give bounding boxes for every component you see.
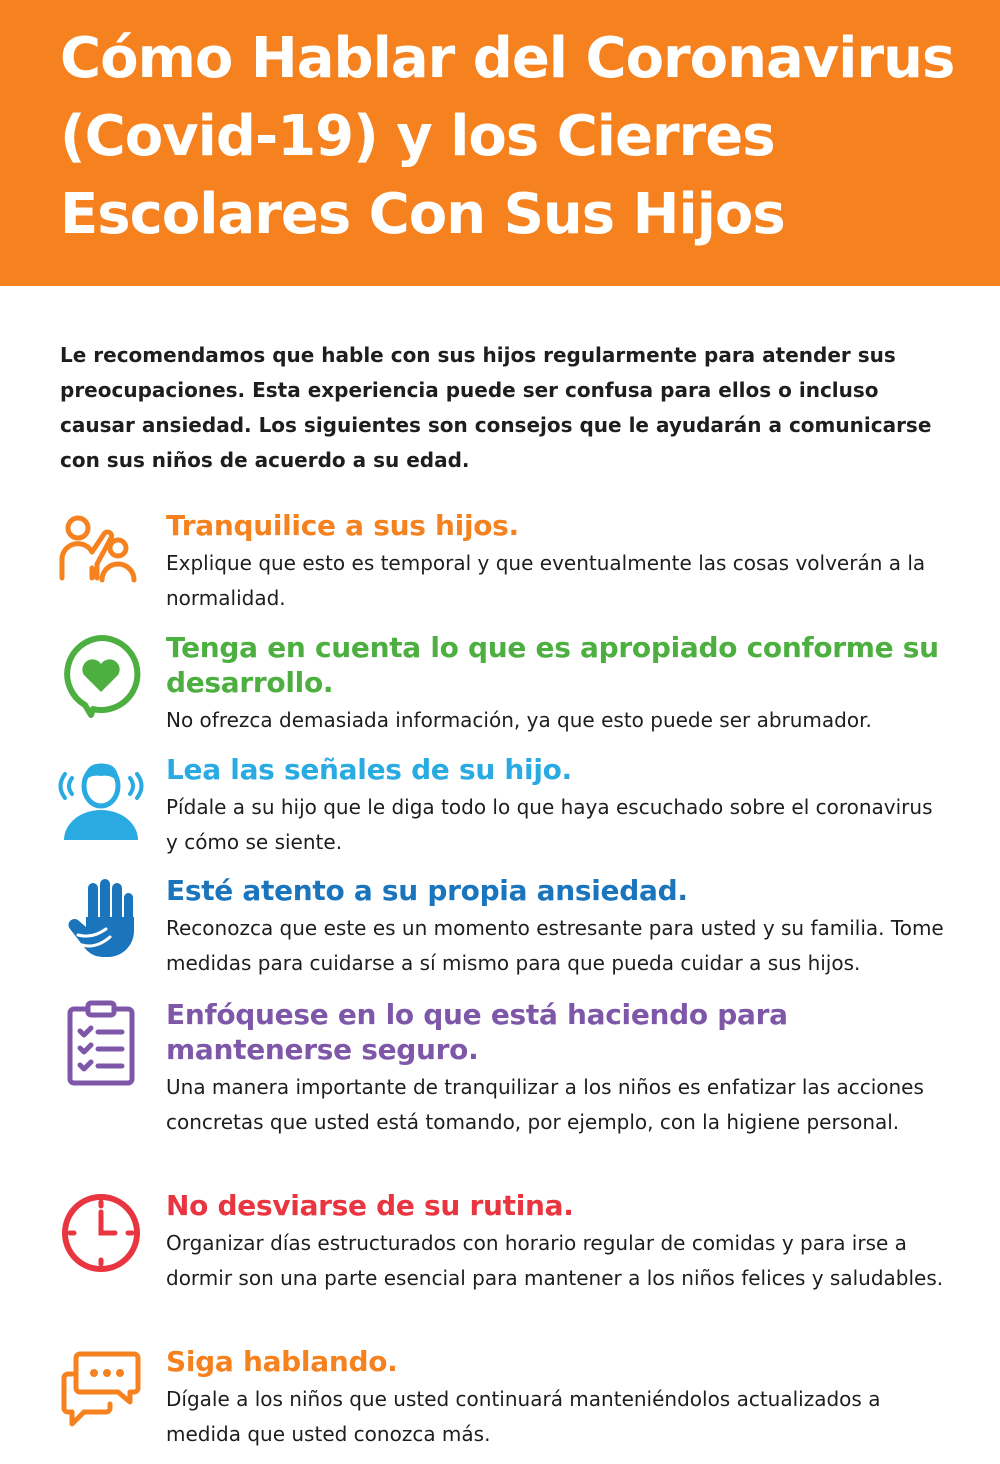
clock-icon [56,1188,146,1278]
tip-body: Pídale a su hijo que le diga todo lo que haya escuchado sobre el coronavirus y cómo se siente. [166,795,933,854]
tip-title: Enfóquese en lo que está haciendo para mantenerse seguro. [166,998,788,1066]
tip-title: Tranquilice a sus hijos. [166,509,519,542]
tip-body: No ofrezca demasiada información, ya que esto puede ser abrumador. [166,708,872,732]
tip-title: Siga hablando. [166,1345,398,1378]
tip-body: Organizar días estructurados con horario regular de comidas y para irse a dormir son una parte esencial para mantener a los niños felices y saludables. [166,1231,944,1290]
hand-icon [56,873,146,963]
tip-title: Lea las señales de su hijo. [166,753,572,786]
header-banner [0,0,1000,286]
title-line-3: Escolares Con Sus Hijos [60,182,785,247]
tip-body: Una manera importante de tranquilizar a los niños es enfatizar las acciones concretas que usted está tomando, por ejemplo, con la higiene personal. [166,1075,924,1134]
intro-paragraph: Le recomendamos que hable con sus hijos regularmente para atender sus preocupaciones. Esta experiencia puede ser confusa para ellos o incluso causar ansiedad. Los siguientes son consejos que le ayudarán a comunicarse con sus niños de acuerdo a su edad. [60,343,932,472]
title-line-1: Cómo Hablar del Coronavirus [60,26,955,91]
chat-bubbles-icon [56,1344,146,1434]
tip-body: Reconozca que este es un momento estresante para usted y su familia. Tome medidas para cuidarse a sí mismo para que pueda cuidar a sus hijos. [166,916,944,975]
heart-speech-bubble-icon [56,630,146,720]
title-line-2: (Covid-19) y los Cierres [60,104,775,169]
tip-title: Tenga en cuenta lo que es apropiado conforme su desarrollo. [166,631,939,699]
clipboard-checklist-icon [56,997,146,1087]
tip-title: Esté atento a su propia ansiedad. [166,874,688,907]
tip-body: Explique que esto es temporal y que eventualmente las cosas volverán a la normalidad. [166,551,926,610]
parent-child-icon [56,508,146,598]
listening-person-icon [56,752,146,842]
page-title [60,20,960,254]
tip-title: No desviarse de su rutina. [166,1189,574,1222]
tip-body: Dígale a los niños que usted continuará manteniéndolos actualizados a medida que usted conozca más. [166,1387,881,1446]
